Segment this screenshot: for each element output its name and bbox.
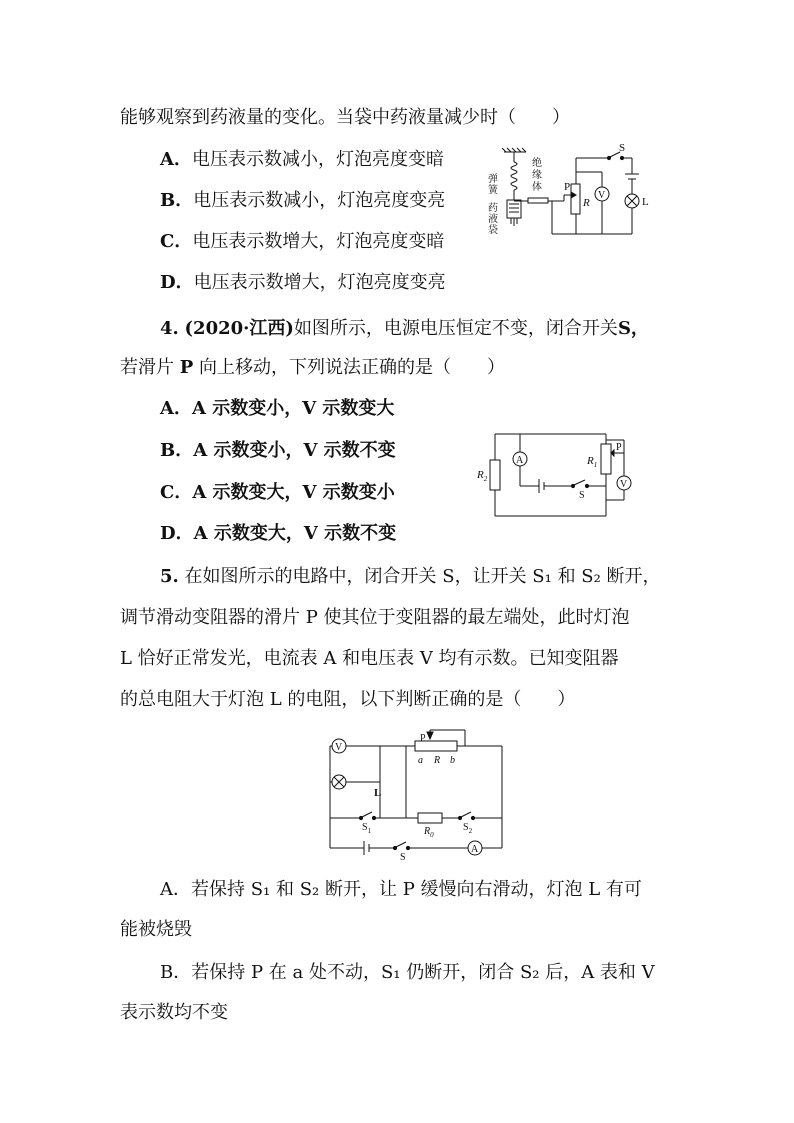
label-s: S [619,142,626,154]
label-b-end: b [450,755,455,766]
voltmeter-v: V [598,190,606,201]
q5-stem-line-1 [160,565,661,589]
label-r: R [434,755,441,766]
label-s2: $S_2$ [463,822,473,835]
label-bag-2: 液 [488,214,498,225]
label-a-end: a [418,755,423,766]
label-insulator-1: 绝 [532,158,542,169]
option-text: A 示数变大，V 示数不变 [193,523,397,544]
label-l: L [642,196,649,208]
q3-option-d[interactable] [160,271,446,295]
stem-bold: S， [617,318,649,339]
q4-option-d[interactable] [160,522,396,546]
label-p: P [564,181,571,193]
q4-option-a[interactable] [160,397,394,421]
label-s: S [579,490,585,501]
ammeter-a: A [471,844,479,855]
option-text: 电压表示数增大，灯泡亮度变暗 [192,231,445,252]
question-number: 4. [160,318,179,339]
q5-circuit-diagram [320,730,510,863]
option-letter: B． [160,440,194,461]
q4-stem-line-1 [160,317,649,341]
option-letter: C． [160,231,193,252]
q4-option-c[interactable] [160,481,395,505]
voltmeter-v: V [335,742,343,753]
q5-option-a-line-1[interactable]: A．若保持 S₁ 和 S₂ 断开，让 P 缓慢向右滑动，灯泡 L 有可 [160,879,642,900]
label-l: L [374,787,382,799]
option-text: 电压表示数减小，灯泡亮度变暗 [191,149,444,170]
q5-stem-line-3: L 恰好正常发光，电流表 A 和电压表 V 均有示数。已知变阻器 [120,648,619,669]
label-insulator-2: 缘 [532,170,542,181]
q3-option-a[interactable] [160,148,444,172]
stem-text: 如图所示，电源电压恒定不变，闭合开关 [293,318,618,339]
option-letter: A． [160,398,192,419]
q5-option-a-line-2: 能被烧毁 [120,919,192,940]
label-p: P [616,442,622,453]
label-bag-3: 袋 [488,225,498,236]
label-spring-1: 弹 [488,174,498,185]
q5-option-b-line-1[interactable]: B．若保持 P 在 a 处不动，S₁ 仍断开，闭合 S₂ 后，A 表和 V [160,962,655,983]
option-text: A 示数变小，V 示数变大 [191,398,395,419]
q3-stem-tail: 能够观察到药液量的变化。当袋中药液量减少时（ ） [120,107,570,128]
option-text: 电压表示数增大，灯泡亮度变亮 [193,272,446,293]
q4-option-b[interactable] [160,439,396,463]
option-text: A 示数变大，V 示数变小 [192,482,395,503]
stem-text: 向上移动，下列说法正确的是（ ） [199,357,506,378]
q5-option-b-line-2: 表示数均不变 [120,1002,228,1023]
option-text: A 示数变小，V 示数不变 [193,440,396,461]
option-letter: B． [160,190,194,211]
stem-text: 在如图所示的电路中，闭合开关 S，让开关 S₁ 和 S₂ 断开， [184,566,661,587]
label-insulator-3: 体 [532,182,542,193]
label-s1: $S_1$ [362,822,372,835]
voltmeter-v: V [620,479,628,490]
q4-stem-line-2 [120,356,505,380]
stem-bold: P [179,357,194,378]
stem-text: 若滑片 [120,357,174,378]
q3-circuit-diagram [480,142,680,248]
label-spring-2: 簧 [488,185,498,196]
label-s: S [400,852,406,863]
ammeter-a: A [516,455,524,466]
option-letter: D． [160,272,194,293]
question-number: 5. [160,566,179,587]
q3-option-c[interactable] [160,230,444,254]
q5-stem-line-4: 的总电阻大于灯泡 L 的电阻，以下判断正确的是（ ） [120,689,576,710]
q4-circuit-diagram [475,430,635,520]
label-r2: $R_2$ [477,469,488,483]
option-letter: D． [160,523,194,544]
option-letter: C． [160,482,193,503]
label-bag-1: 药 [488,203,498,214]
option-letter: A． [160,149,192,170]
label-r: R [583,197,590,209]
label-r1: $R_1$ [587,455,598,469]
label-p-visible: P [420,733,426,744]
question-source: (2020·江西) [184,318,294,339]
option-text: 电压表示数减小，灯泡亮度变亮 [193,190,446,211]
q3-option-b[interactable] [160,189,445,213]
label-r0: $R_0$ [424,826,434,839]
q5-stem-line-2: 调节滑动变阻器的滑片 P 使其位于变阻器的最左端处，此时灯泡 [120,607,630,628]
